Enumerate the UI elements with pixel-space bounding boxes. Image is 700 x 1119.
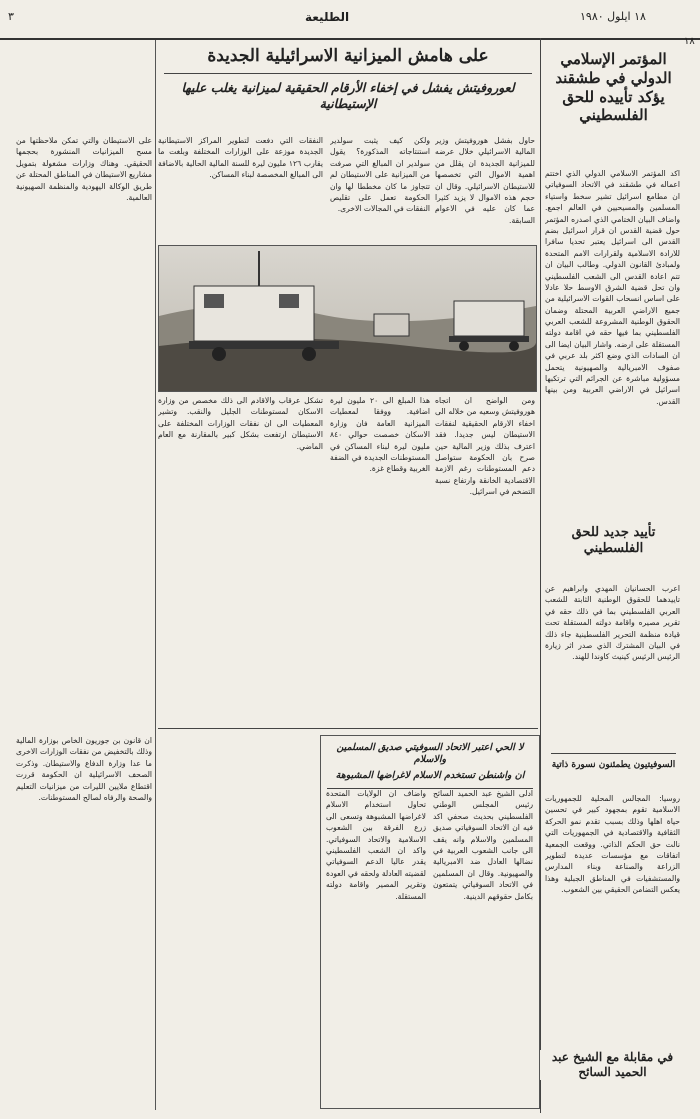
support-body: اعرب الحسانيان المهدي وابراهيم عن تاييدهما للحقوق الوطنية الثابتة للشعب العربي الفلسطيني بما في ذلك حقه في تقرير مصيره واقامة دولته المستقلة تحت قيادة منظمة التحرير الفلسطينية جاء ذلك في البيان المشترك الذي صدر اثر زيارة الرئيس الرئيس كينيث كاوندا للهند. bbox=[545, 584, 680, 662]
soviets-subheadline: السوفيتيون يطمئنون نسورة ذاتية bbox=[551, 760, 676, 770]
page-number: ٣ bbox=[8, 10, 14, 23]
interview-body-right: ادلى الشيخ عبد الحميد السائح رئيس المجلس الوطني الفلسطيني بحديث صحفي اكد فيه ان الاتحاد السوفياتي صديق المسلمين والاسلام وانه يقف الى جانب الشعوب العربية في نضالها العادل ضد الامبريالية والصهيونية. وقال ان المسلمين في الاتحاد السوفياتي يتمتعون بكامل حقوقهم الدينية. bbox=[433, 789, 533, 901]
article-headline: لعوروفيتش يفشل في إخفاء الأرقام الحقيقية لميزانية يغلب عليها الإستيطانية bbox=[181, 80, 515, 111]
page-edge-date: ١٨ bbox=[684, 36, 695, 47]
newspaper-name: الطليعة bbox=[305, 10, 350, 24]
interview-box bbox=[320, 735, 540, 1109]
page-header bbox=[0, 0, 700, 40]
right-column bbox=[540, 38, 686, 1113]
article-column-b: ولكن كيف يثبت سولدير استنتاجاته المذكورة؟ يقول سولدير ان المبالغ التي صرفت من الميزانية على الاستيطان لم تتجاوز ما كان مخططا لها وان الحكومة تعمل على تقليص النفقات في المجالات الاخرى. bbox=[330, 136, 430, 214]
interview-body-left: واضاف ان الولايات المتحدة تحاول استخدام الاسلام لاغراضها المشبوهة وتسعى الى زرع الفرقة بين الشعوب الاسلامية والاتحاد السوفياتي. واكد ان الشعب الفلسطيني يقدر عاليا الدعم السوفياتي لقضيته العادلة ولحقه في العودة وتقرير المصير واقامة دولته المستقلة. bbox=[326, 789, 426, 901]
support-subheadline: تأييد جديد للحق الفلسطيني bbox=[571, 525, 656, 557]
article-banner bbox=[158, 42, 538, 112]
article-kicker: على هامش الميزانية الاسرائيلية الجديدة bbox=[207, 46, 489, 66]
trailer-trucks-image bbox=[159, 246, 536, 391]
interview-quote-1: لا الحي اعتبر الاتحاد السوفيتي صديق المسلمين والاسلام bbox=[336, 742, 524, 765]
settlement-photo bbox=[158, 245, 537, 392]
issue-date: ١٨ ايلول ١٩٨٠ bbox=[580, 10, 646, 23]
interview-quote-2: ان واشنطن تستخدم الاسلام لاغراضها المشبوهة bbox=[335, 769, 525, 781]
article-column-e: ومن الواضح ان اتجاه هوروفيتش وسعيه من خلاله الى اخفاء الارقام الحقيقية لنفقات الاستيطان ليس جديدا. فقد اعترف بذلك وزير المالية حين صرح بان الحكومة ستواصل دعم المستوطنات رغم الازمة الاقتصادية الخانقة وارتفاع نسبة التضخم في اسرائيل. bbox=[435, 396, 535, 497]
article-column-g: تشكل عرقاب والاقادم الى ذلك مخصص من وزارة الاسكان لمستوطنات الجليل والنقب. وتشير المعطيات الى ان نفقات الوزارات المختلفة على الاستيطان ارتفعت بشكل كبير بالمقارنة مع العام الماضي. bbox=[158, 396, 323, 451]
article-column-f: هذا المبلغ الى ٢٠ مليون ليرة اضافية. ووفقا لمعطيات الميزانية العامة فان وزارة الاسكان خصصت حوالي ٨٤٠ مليون ليرة لبناء المساكن في المستوطنات الجديدة في الضفة الغربية وقطاع غزة. bbox=[330, 396, 430, 474]
interview-heading: في مقابلة مع الشيخ عبد الحميد السائح bbox=[540, 1050, 685, 1080]
congress-headline: المؤتمر الإسلامي الدولي في طشقند يؤكد تأييده للحق الفلسطيني bbox=[555, 50, 672, 125]
article-column-c: النفقات التي دفعت لتطوير المراكز الاستيطانية الجديدة موزعة على الوزارات المختلفة وبلغت ما يقارب ١٢٦ مليون ليرة للسنة المالية الحالية بالاضافة الى المبالغ المخصصة لبناء المساكن. bbox=[158, 136, 323, 180]
article-column-h: ان قانون بن جوريون الخاص بوزارة المالية وذلك بالتخفيض من نفقات الوزارات الاخرى ما عدا وزارة الدفاع والاستيطان. وذكرت الصحف الاسرائيلية ان الحكومة قررت اقتطاع ملايين الليرات من ميزانيات التعليم والصحة والرفاه لصالح المستوطنات. bbox=[16, 736, 152, 802]
article-column-d: على الاستيطان والتي تمكن ملاحظتها من مسح الميزانيات المنشورة بحجمها الحقيقي. وهناك وزارات مشغولة بتمويل مشاريع الاستيطان في المناطق المحتلة عن طريق الوكالة اليهودية والمنظمة الصهيونية العالمية. bbox=[16, 136, 152, 202]
article-column-a: حاول بفشل هوروفيتش وزير المالية الاسرائيلي خلال عرضه للميزانية الجديدة ان يقلل من اهمية الاموال التي تخصصها للاستيطان الاسرائيلي. وقال ان حجم هذه الاموال لا يزيد كثيرا عما كان عليه في الاعوام السابقة. bbox=[435, 136, 535, 225]
congress-body: اكد المؤتمر الاسلامي الدولي الذي اختتم اعماله في طشقند في الاتحاد السوفياتي ان مطامع اسرائيل تشير سخط واستياء المسلمين والمسيحيين في العالم اجمع. واضاف البيان الختامي الذي اصدره المؤتمر حول قضية القدس ان قرار اسرائيل بضم القدس الى اسرائيل يعتبر تحديا سافرا للارادة الاسلامية ولقرارات الامم المتحدة ولمبادئ القانون الدولي. وطالب البيان ان تتم اعادة القدس الى الشعب الفلسطيني وان تحل قضية الشرق الاوسط حلا عادلا على اساس انسحاب القوات الاسرائيلية من جميع الاراضي العربية المحتلة وضمان الحقوق الوطنية المشروعة للشعب العربي الفلسطيني بما فيها حقه في اقامة دولته المستقلة على ارضه. واشار البيان ايضا الى ان السادات الذي وضع اكثر بلد عربي في صفوف الامبريالية والصهيونية يتحمل مسؤولية مباشرة عن الجرائم التي ترتكبها اسرائيل في الاراضي العربية ومن بينها القدس. bbox=[545, 169, 680, 406]
soviets-body: روسيا: المجالس المحلية للجمهوريات الاسلامية تقوم بمجهود كبير في تحسين حياة اهلها وذلك بسبب تقدم نمو الحركة الثقافية والاقتصادية في الجمهوريات التي نالت حق الحكم الذاتي. ووقعت الجمعية اتفاقات مع مؤسسات عديدة لتطوير الزراعة والصناعة وبناء المدارس والمستشفيات في المناطق الجبلية وهذا يعكس التضامن الحقيقي بين الشعوب. bbox=[545, 794, 680, 895]
